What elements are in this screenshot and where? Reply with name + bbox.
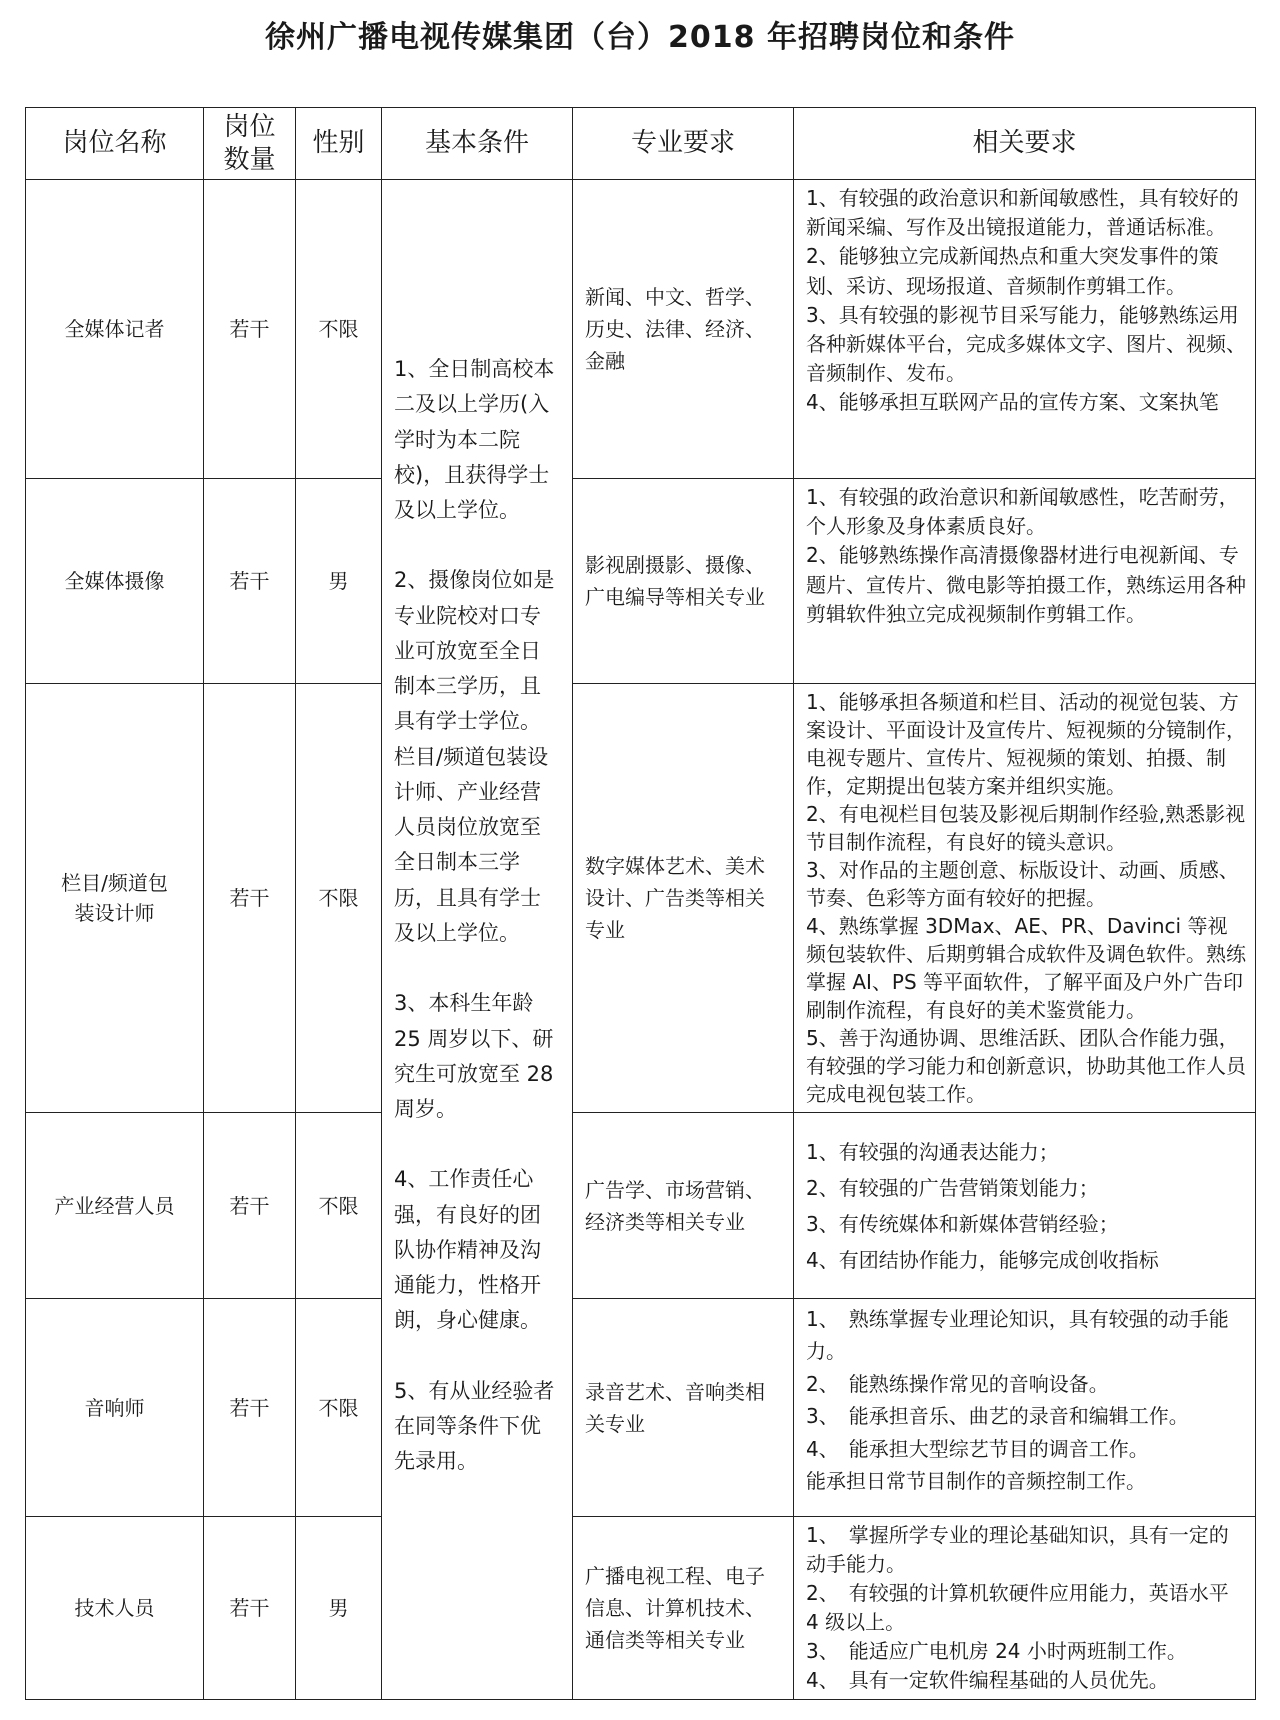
- requirement-item: 2、有较强的广告营销策划能力；: [806, 1175, 1099, 1200]
- requirements-cell: [794, 479, 1256, 684]
- gender-cell: 不限: [296, 1299, 382, 1517]
- count-cell: 若干: [204, 1517, 296, 1700]
- requirement-item: 2、能够独立完成新闻热点和重大突发事件的策划、采访、现场报道、音频制作剪辑工作。: [806, 244, 1219, 298]
- requirement-item: 3、有传统媒体和新媒体营销经验；: [806, 1211, 1119, 1236]
- page-title: 徐州广播电视传媒集团（台）2018 年招聘岗位和条件: [265, 20, 1015, 55]
- major-cell: 广播电视工程、电子信息、计算机技术、通信类等相关专业: [573, 1517, 794, 1700]
- major-cell: 数字媒体艺术、美术设计、广告类等相关专业: [573, 684, 794, 1113]
- header-count: [204, 108, 296, 180]
- header-count-text: 岗位 数量: [223, 112, 276, 175]
- gender-cell: 男: [296, 1517, 382, 1700]
- count-cell: 若干: [204, 180, 296, 479]
- position-cell: 技术人员: [26, 1517, 204, 1700]
- basic-condition: 5、有从业经验者在同等条件下优先录用。: [394, 1378, 555, 1474]
- major-cell: 广告学、市场营销、经济类等相关专业: [573, 1113, 794, 1299]
- major-cell: 影视剧摄影、摄像、广电编导等相关专业: [573, 479, 794, 684]
- requirement-item: 3、具有较强的影视节目采写能力，能够熟练运用各种新媒体平台，完成多媒体文字、图片、视频、音频制作、发布。: [806, 302, 1246, 386]
- header-basic: 基本条件: [382, 108, 573, 180]
- major-cell: 录音艺术、音响类相关专业: [573, 1299, 794, 1517]
- requirement-item: 3、对作品的主题创意、标版设计、动画、质感、节奏、色彩等方面有较好的把握。: [806, 858, 1239, 910]
- requirement-item: 4、熟练掌握 3DMax、AE、PR、Davinci 等视频包装软件、后期剪辑合成软件及调色软件。熟练掌握 AI、PS 等平面软件，了解平面及户外广告印刷制作流程，有良好的美术鉴赏能力。: [806, 914, 1246, 1022]
- requirements-cell: [794, 1113, 1256, 1299]
- table-row: [26, 1113, 1256, 1299]
- table-row: [26, 180, 1256, 479]
- position-cell: 栏目/频道包装设计师: [26, 684, 204, 1113]
- requirements-cell: [794, 1517, 1256, 1700]
- requirement-item: 1、 熟练掌握专业理论知识，具有较强的动手能力。: [806, 1307, 1229, 1364]
- requirement-item: 5、善于沟通协调、思维活跃、团队合作能力强，有较强的学习能力和创新意识，协助其他工作人员完成电视包装工作。: [806, 1026, 1246, 1106]
- header-related: 相关要求: [794, 108, 1256, 180]
- header-gender: 性别: [296, 108, 382, 180]
- requirements-cell: [794, 684, 1256, 1113]
- table-row: [26, 684, 1256, 1113]
- basic-condition: 1、全日制高校本二及以上学历(入学时为本二院校)，且获得学士及以上学位。: [394, 357, 555, 523]
- requirement-item: 2、 有较强的计算机软硬件应用能力，英语水平 4 级以上。: [806, 1581, 1229, 1634]
- requirement-item: 1、 掌握所学专业的理论基础知识，具有一定的动手能力。: [806, 1523, 1229, 1576]
- header-row: [26, 108, 1256, 180]
- requirement-item: 3、 能适应广电机房 24 小时两班制工作。: [806, 1639, 1187, 1663]
- requirement-item: 1、能够承担各频道和栏目、活动的视觉包装、方案设计、平面设计及宣传片、短视频的分镜制作，电视专题片、宣传片、短视频的策划、拍摄、制作，定期提出包装方案并组织实施。: [806, 690, 1246, 798]
- position-cell: 全媒体记者: [26, 180, 204, 479]
- gender-cell: 男: [296, 479, 382, 684]
- requirement-item: 4、能够承担互联网产品的宣传方案、文案执笔: [806, 390, 1219, 415]
- requirement-item: 2、有电视栏目包装及影视后期制作经验,熟悉影视节目制作流程，有良好的镜头意识。: [806, 802, 1246, 854]
- basic-condition: 4、工作责任心强，有良好的团队协作精神及沟通能力，性格开朗，身心健康。: [394, 1167, 541, 1333]
- header-position: 岗位名称: [26, 108, 204, 180]
- major-cell: 新闻、中文、哲学、历史、法律、经济、金融: [573, 180, 794, 479]
- requirement-item: 2、能够熟练操作高清摄像器材进行电视新闻、专题片、宣传片、微电影等拍摄工作，熟练运用各种剪辑软件独立完成视频制作剪辑工作。: [806, 543, 1246, 626]
- count-cell: 若干: [204, 1299, 296, 1517]
- requirement-item: 1、有较强的政治意识和新闻敏感性，具有较好的新闻采编、写作及出镜报道能力，普通话标准。: [806, 186, 1239, 240]
- requirements-cell: [794, 180, 1256, 479]
- requirement-item: 4、 能承担大型综艺节目的调音工作。: [806, 1436, 1149, 1461]
- requirement-item: 2、 能熟练操作常见的音响设备。: [806, 1371, 1109, 1396]
- gender-cell: 不限: [296, 1113, 382, 1299]
- requirement-item: 能承担日常节目制作的音频控制工作。: [806, 1468, 1146, 1493]
- position-cell: 产业经营人员: [26, 1113, 204, 1299]
- position-cell: 全媒体摄像: [26, 479, 204, 684]
- table-row: [26, 1517, 1256, 1700]
- basic-condition: 2、摄像岗位如是专业院校对口专业可放宽至全日制本三学历，且具有学士学位。栏目/频道包装设计师、产业经营人员岗位放宽至全日制本三学历，且具有学士及以上学位。: [394, 568, 555, 945]
- table-row: [26, 1299, 1256, 1517]
- gender-cell: 不限: [296, 684, 382, 1113]
- requirement-item: 4、有团结协作能力，能够完成创收指标: [806, 1247, 1159, 1272]
- requirement-item: 1、有较强的沟通表达能力；: [806, 1139, 1059, 1164]
- requirements-cell: [794, 1299, 1256, 1517]
- basic-condition: 3、本科生年龄 25 周岁以下、研究生可放宽至 28 周岁。: [394, 991, 554, 1122]
- table-row: [26, 479, 1256, 684]
- count-cell: 若干: [204, 1113, 296, 1299]
- requirement-item: 3、 能承担音乐、曲艺的录音和编辑工作。: [806, 1404, 1189, 1429]
- header-major: 专业要求: [573, 108, 794, 180]
- basic-conditions-cell: [382, 180, 573, 1700]
- recruitment-table: [25, 107, 1256, 1700]
- requirement-item: 4、 具有一定软件编程基础的人员优先。: [806, 1668, 1169, 1692]
- gender-cell: 不限: [296, 180, 382, 479]
- count-cell: 若干: [204, 479, 296, 684]
- count-cell: 若干: [204, 684, 296, 1113]
- requirement-item: 1、有较强的政治意识和新闻敏感性，吃苦耐劳，个人形象及身体素质良好。: [806, 485, 1239, 539]
- position-cell: 音响师: [26, 1299, 204, 1517]
